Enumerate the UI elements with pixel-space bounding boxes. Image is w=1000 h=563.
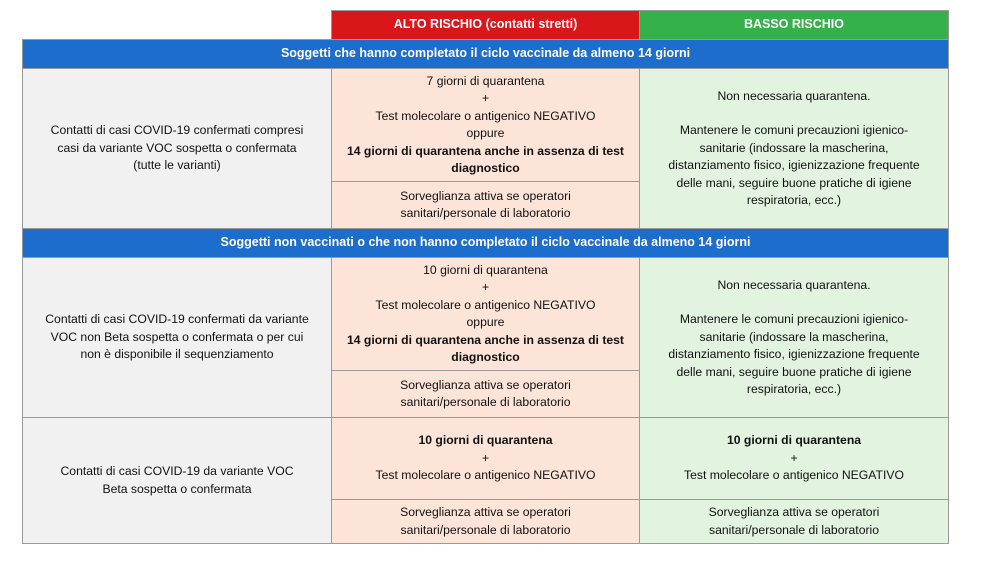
spacer bbox=[660, 294, 928, 311]
no-quarantine-text: Non necessaria quarantena. bbox=[717, 277, 871, 292]
contact-category-label: Contatti di casi COVID-19 confermati da variante VOC non Beta sospetta o confermata o per cui non è disponibile il sequenziamento bbox=[23, 258, 332, 418]
table-row bbox=[23, 258, 949, 371]
precautions-text: Mantenere le comuni precauzioni igienico-sanitarie (indossare la mascherina, distanziamento fisico, igienizzazione frequente delle mani, seguire buone pratiche di igiene respiratoria, ecc.) bbox=[668, 312, 920, 396]
section-band-row bbox=[23, 229, 949, 258]
low-risk-measures bbox=[640, 69, 949, 229]
measure-line: 10 giorni di quarantena bbox=[423, 262, 548, 277]
measure-line: 7 giorni di quarantena bbox=[426, 73, 545, 88]
measure-line-bold: 10 giorni di quarantena bbox=[418, 433, 553, 448]
quarantine-rules-table bbox=[22, 10, 949, 544]
measure-line: Test molecolare o antigenico NEGATIVO bbox=[684, 468, 904, 483]
header-empty-cell bbox=[23, 11, 332, 40]
contact-category-label: Contatti di casi COVID-19 da variante VOC Beta sospetta o confermata bbox=[23, 418, 332, 544]
surveillance-note: Sorveglianza attiva se operatori sanitari/personale di laboratorio bbox=[332, 500, 640, 544]
precautions-text: Mantenere le comuni precauzioni igienico-sanitarie (indossare la mascherina, distanziamento fisico, igienizzazione frequente delle mani, seguire buone pratiche di igiene respiratoria, ecc.) bbox=[668, 123, 920, 207]
surveillance-note: Sorveglianza attiva se operatori sanitari/personale di laboratorio bbox=[332, 371, 640, 418]
quarantine-table-wrapper bbox=[22, 10, 948, 544]
high-risk-measures bbox=[332, 418, 640, 500]
low-risk-measures bbox=[640, 258, 949, 418]
header-high-risk: ALTO RISCHIO (contatti stretti) bbox=[332, 11, 640, 40]
table-row bbox=[23, 418, 949, 500]
measure-line: + bbox=[790, 450, 798, 465]
spacer bbox=[660, 105, 928, 122]
measure-line: Test molecolare o antigenico NEGATIVO bbox=[375, 297, 596, 312]
header-low-risk: BASSO RISCHIO bbox=[640, 11, 949, 40]
high-risk-measures bbox=[332, 258, 640, 371]
section-band-row bbox=[23, 40, 949, 69]
surveillance-note: Sorveglianza attiva se operatori sanitari/personale di laboratorio bbox=[332, 182, 640, 229]
table-row bbox=[23, 69, 949, 182]
measure-line-bold: 14 giorni di quarantena anche in assenza di test diagnostico bbox=[346, 332, 624, 364]
measure-line: + bbox=[481, 280, 490, 294]
contact-category-label: Contatti di casi COVID-19 confermati compresi casi da variante VOC sospetta o confermata (tutte le varianti) bbox=[23, 69, 332, 229]
low-risk-measures bbox=[640, 418, 949, 500]
measure-line-bold: 10 giorni di quarantena bbox=[726, 433, 862, 448]
no-quarantine-text: Non necessaria quarantena. bbox=[717, 88, 871, 103]
measure-line: + bbox=[481, 91, 490, 105]
header-row bbox=[23, 11, 949, 40]
surveillance-note: Sorveglianza attiva se operatori sanitari/personale di laboratorio bbox=[640, 500, 949, 544]
measure-line: oppure bbox=[466, 126, 505, 140]
section-band-unvaccinated: Soggetti non vaccinati o che non hanno completato il ciclo vaccinale da almeno 14 giorni bbox=[23, 229, 949, 258]
high-risk-measures bbox=[332, 69, 640, 182]
measure-line: Test molecolare o antigenico NEGATIVO bbox=[375, 468, 596, 483]
section-band-vaccinated: Soggetti che hanno completato il ciclo vaccinale da almeno 14 giorni bbox=[23, 40, 949, 69]
measure-line: Test molecolare o antigenico NEGATIVO bbox=[375, 108, 596, 123]
measure-line: oppure bbox=[466, 315, 505, 329]
measure-line-bold: 14 giorni di quarantena anche in assenza di test diagnostico bbox=[346, 143, 624, 175]
measure-line: + bbox=[481, 450, 490, 465]
